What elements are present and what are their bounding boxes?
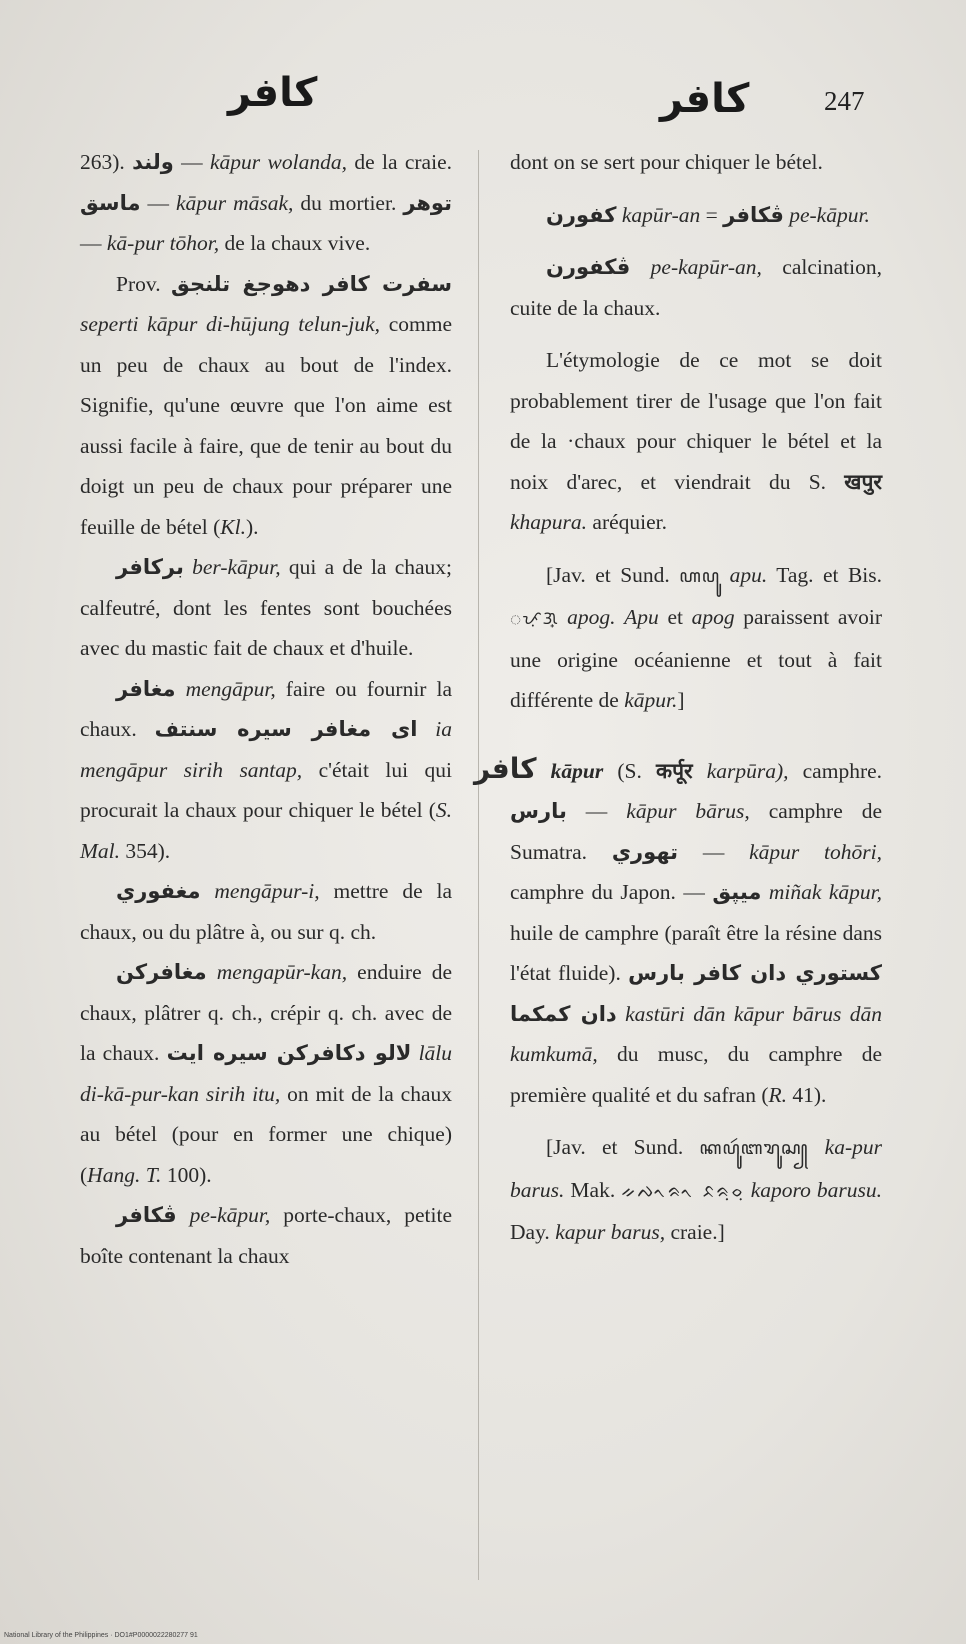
- proverb-paragraph: Prov. سفرت كافر دهوجغ تلنجق seperti kāpur di-hūjung telun-juk, comme un peu de chaux au bout de l'index. Signifie, qu'une œuvre que l'on aime est aussi facile à faire, que de tenir au bout du doigt un peu de chaux pour préparer une feuille de bétel (Kl.).: [80, 271, 452, 539]
- cognates-paragraph: [Jav. et Sund. ꦲꦥꦸ apu. Tag. et Bis. ᜀᜉᜓᜄ᜔ apog. Apu et apog paraissent avoir une origine océanienne et tout à fait différente de kāpur.]: [510, 562, 883, 712]
- left-column: [80, 142, 452, 1276]
- etymology-paragraph: L'étymologie de ce mot se doit probablement tirer de l'usage que l'on fait de la ·chaux pour chiquer le bétel et la noix d'arec, et viendrait du S. खपुर khapura. aréquier.: [510, 348, 882, 534]
- entry-pe-kapur: ڤكافر pe-kāpur, porte-chaux, petite boîte contenant la chaux: [80, 1203, 452, 1268]
- scan-footer-credit: National Library of the Philippines · DO1#P0000022280277 91: [4, 1632, 198, 1639]
- page-number: 247: [824, 86, 865, 116]
- entry-mengapur-kan: مغافركن mengapūr-kan, enduire de chaux, plâtrer q. ch., crépir q. ch. avec de la chaux. لالو دكافركن سيره ايت lālu di-kā-pur-kan sirih itu, on mit de la chaux au bétel (pour en former une chique) (Hang. T. 100).: [80, 960, 453, 1187]
- left-header-title: كافر: [228, 70, 318, 116]
- entry-paragraph: 263). ولند — kāpur wolanda, de la craie. ماسق — kāpur māsak, du mortier. توهر — kā-pur tōhor, de la chaux vive.: [80, 150, 452, 255]
- right-header-title: كافر: [660, 76, 750, 122]
- headword-entry-kapur: كافر kāpur (S. कर्पूर karpūra), camphre. بارس — kāpur bārus, camphre de Sumatra. تهوري — kāpur tohōri, camphre du Japon. — ميڽق miñak kāpur, huile de camphre (paraît être la résine dans l'état fluide). كستوري دان كافر بارس دان كمكما kastūri dān kāpur bārus dān kumkumā, du musc, du camphre de première qualité et du safran (R. 41).: [474, 751, 883, 1107]
- entry-mengapur: مغافر mengāpur, faire ou fournir la chaux. اى مغافر سيره سنتف ia mengāpur sirih santap, c'était lui qui procurait la chaux pour chiquer le bétel (S. Mal. 354).: [80, 676, 453, 863]
- continued-paragraph: dont on se sert pour chiquer le bétel.: [510, 150, 823, 174]
- right-column: [474, 142, 883, 1253]
- entry-mengapur-i: مغفوري mengāpur-i, mettre de la chaux, ou du plâtre à, ou sur q. ch.: [80, 879, 453, 944]
- cognates-camphor-paragraph: [Jav. et Sund. ꦏꦥꦸꦂꦧꦫꦸꦱ꧀ ka-pur barus. Mak. ᨀᨄᨚᨑᨚ ᨅᨑᨘᨔᨘ kaporo barusu. Day. kapur barus, craie.]: [510, 1135, 882, 1244]
- entry-pe-kapur-an: ڤكفورن pe-kapūr-an, calcination, cuite de la chaux.: [510, 255, 882, 320]
- entry-ber-kapur: بركافر ber-kāpur, qui a de la chaux; calfeutré, dont les fentes sont bouchées avec du mastic fait de chaux et d'huile.: [80, 555, 453, 660]
- entry-kapur-an: كفورن kapūr-an = ڤكافر pe-kāpur.: [546, 202, 870, 227]
